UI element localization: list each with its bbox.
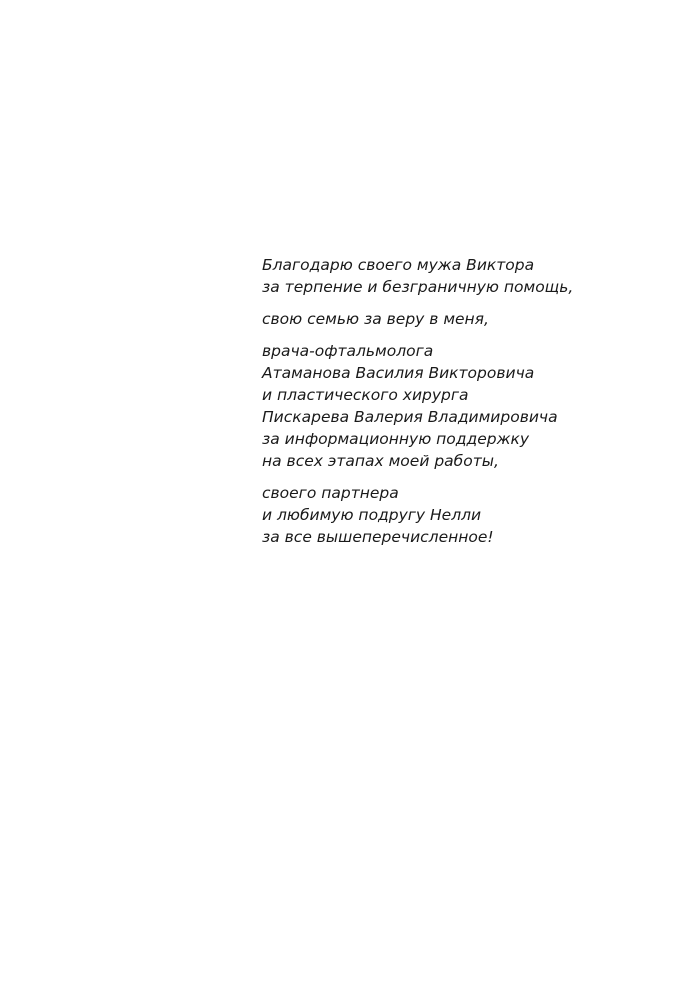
text-line: и любимую подругу Нелли [262,506,482,524]
text-line: врача-офтальмолога [262,342,434,360]
text-line: Атаманова Василия Викторовича [262,364,535,382]
text-line: за информационную поддержку [262,430,530,448]
text-line: Благодарю своего мужа Виктора [262,256,535,274]
text-line: своего партнера [262,484,399,502]
dedication-text [262,254,662,558]
text-line: за терпение и безграничную помощь, [262,278,574,296]
stanza-partner [262,482,662,548]
text-line: свою семью за веру в меня, [262,310,489,328]
text-line: за все вышеперечисленное! [262,528,494,546]
text-line: Пискарева Валерия Владимировича [262,408,558,426]
stanza-husband [262,254,662,298]
text-line: и пластического хирурга [262,386,469,404]
text-line: на всех этапах моей работы, [262,452,499,470]
stanza-family [262,308,662,330]
stanza-doctors [262,340,662,472]
